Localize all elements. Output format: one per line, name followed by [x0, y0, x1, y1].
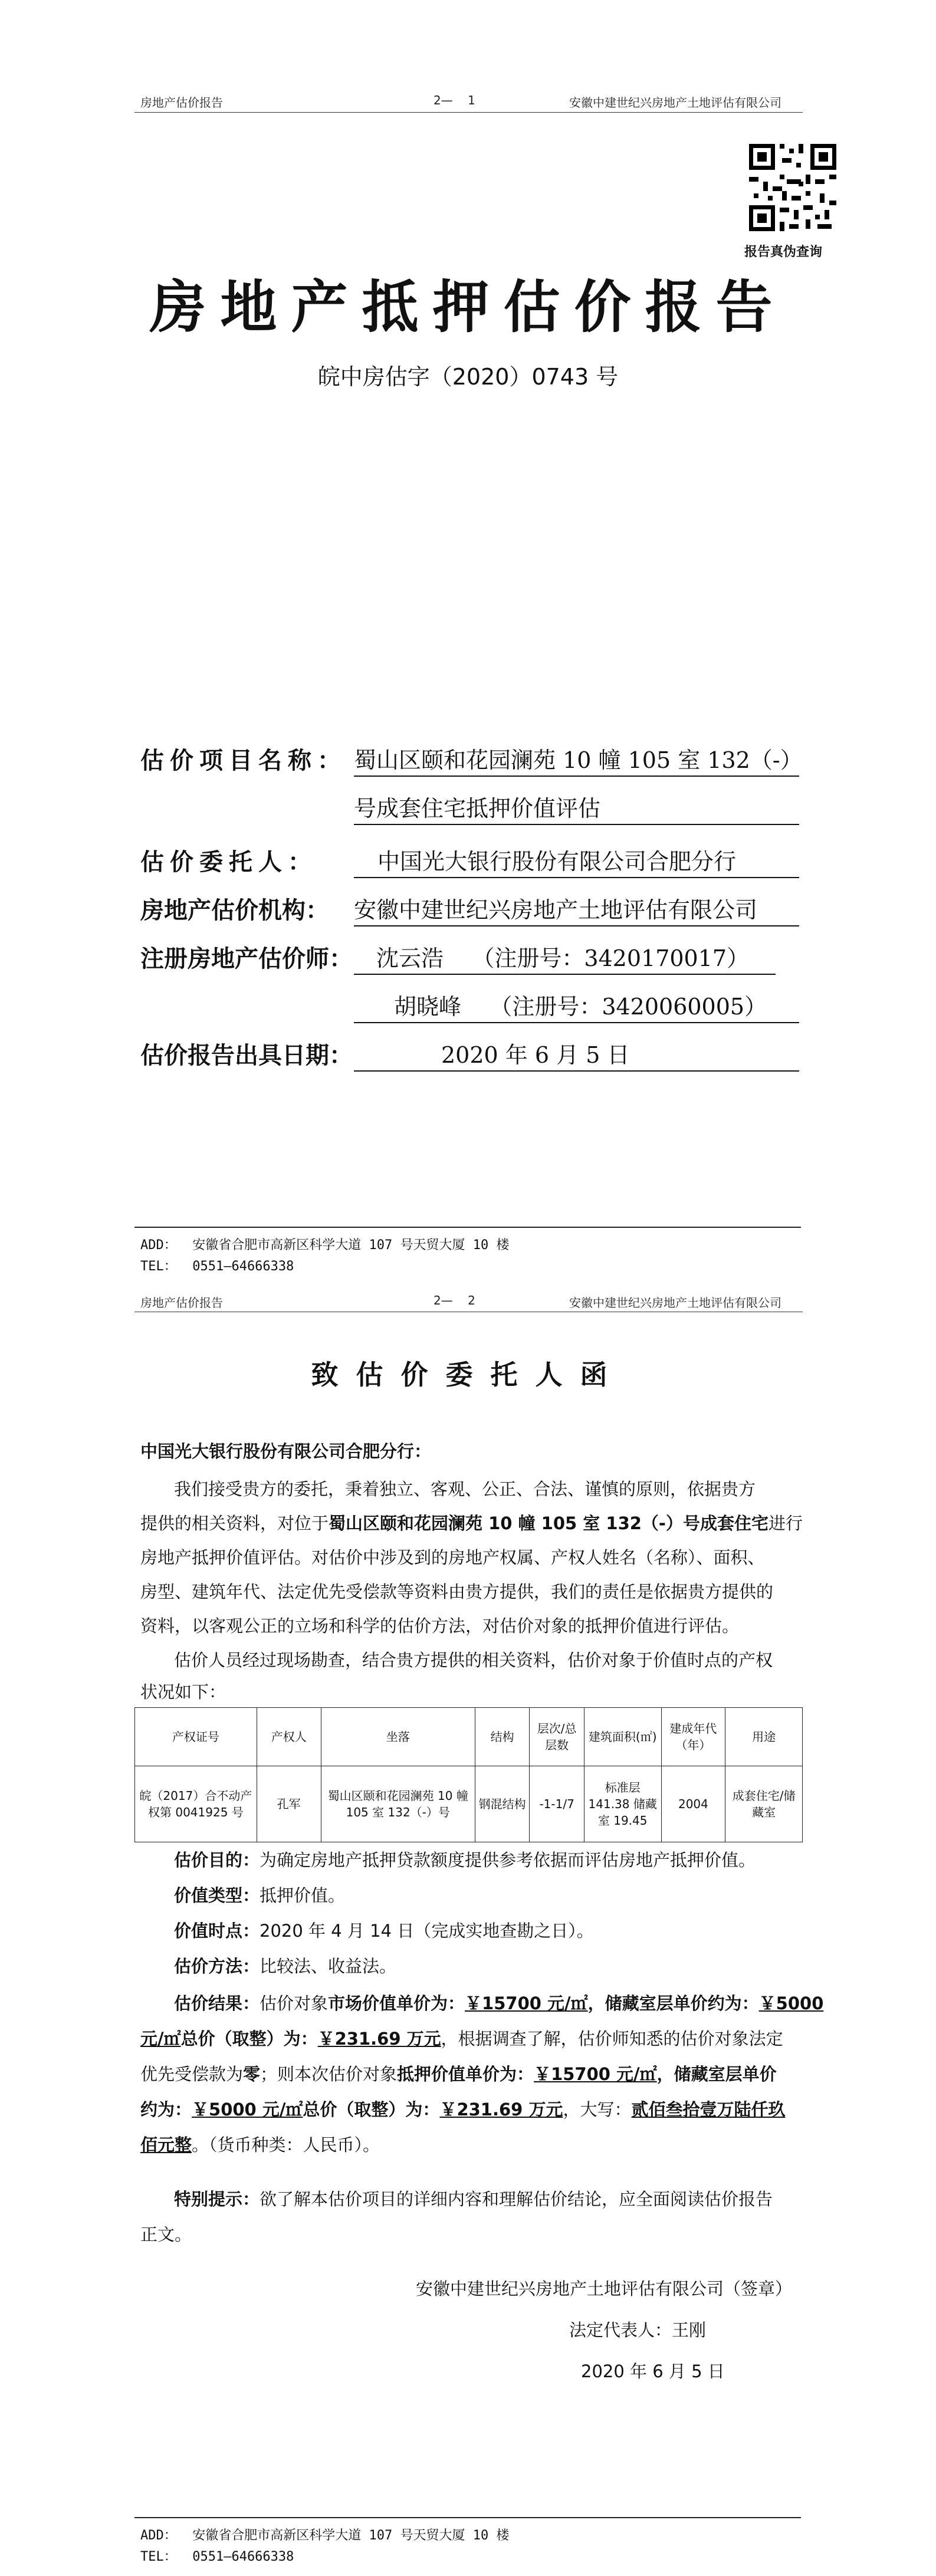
result-line2: 元/㎡总价（取整）为：￥231.69 万元，根据调查了解，估价师知悉的估价对象法定: [140, 2029, 783, 2049]
table-cell: 2004: [661, 1766, 725, 1842]
table-header: 产权证号: [135, 1708, 257, 1766]
document-number: 皖中房估字（2020）0743 号: [317, 364, 619, 390]
page-header-left: 房地产估价报告: [140, 96, 223, 110]
page-header-left: 房地产估价报告: [140, 1296, 223, 1310]
table-header: 坐落: [321, 1708, 475, 1766]
legal-representative: 法定代表人：王刚: [569, 2320, 707, 2340]
table-cell: 皖（2017）合不动产权第 0041925 号: [135, 1766, 257, 1842]
table-cell: -1-1/7: [530, 1766, 584, 1842]
page-header-right: 安徽中建世纪兴房地产土地评估有限公司: [569, 1296, 781, 1310]
special-tip-line1: 特别提示：欲了解本估价项目的详细内容和理解估价结论，应全面阅读估价报告: [174, 2189, 773, 2209]
header-divider: [134, 112, 803, 113]
project-name-label: 估价项目名称：: [140, 747, 347, 774]
para2-line2: 状况如下：: [140, 1682, 226, 1702]
table-header: 结构: [475, 1708, 530, 1766]
page-header-right: 安徽中建世纪兴房地产土地评估有限公司: [569, 96, 781, 110]
page-number: 2— 1: [433, 93, 475, 107]
purpose-line: 估价目的：为确定房地产抵押贷款额度提供参考依据而评估房地产抵押价值。: [174, 1850, 756, 1870]
signature-company: 安徽中建世纪兴房地产土地评估有限公司（签章）: [416, 2279, 793, 2299]
salutation: 中国光大银行股份有限公司合肥分行：: [140, 1441, 432, 1461]
footer-phone: TEL： 0551—64666338: [140, 1259, 294, 1274]
table-header: 建筑面积(㎡): [584, 1708, 661, 1766]
client-label: 估价委托人：: [140, 849, 317, 876]
page-number: 2— 2: [433, 1293, 475, 1307]
report-date-label: 估价报告出具日期：: [140, 1042, 353, 1069]
appraiser-label: 注册房地产估价师：: [140, 945, 353, 972]
table-header: 建成年代（年）: [661, 1708, 725, 1766]
footer-address: ADD： 安徽省合肥市高新区科学大道 107 号天贸大厦 10 楼: [140, 1238, 510, 1253]
project-name-value-line1: 蜀山区颐和花园澜苑 10 幢 105 室 132（-）: [354, 742, 799, 777]
para2-line1: 估价人员经过现场勘查，结合贵方提供的相关资料，估价对象于价值时点的产权: [174, 1650, 773, 1670]
report-date-value: 2020 年 6 月 5 日: [354, 1037, 799, 1072]
result-line4: 约为：￥5000 元/㎡总价（取整）为：￥231.69 万元，大写：贰佰叁拾壹万陆仟玖: [140, 2099, 786, 2120]
client-value: 中国光大银行股份有限公司合肥分行: [354, 843, 799, 878]
table-cell: 蜀山区颐和花园澜苑 10 幢 105 室 132（-）号: [321, 1766, 475, 1842]
table-row: [135, 1766, 803, 1842]
appraiser-1: 沈云浩 （注册号：3420170017）: [354, 940, 776, 975]
table-cell: 标准层 141.38 储藏室 19.45: [584, 1766, 661, 1842]
result-line3: 优先受偿款为零；则本次估价对象抵押价值单价为：￥15700 元/㎡，储藏室层单价: [140, 2064, 777, 2084]
result-line5: 佰元整。（货币种类：人民币）。: [140, 2135, 380, 2155]
para1-line1: 我们接受贵方的委托，秉着独立、客观、公正、合法、谨慎的原则，依据贵方: [174, 1479, 756, 1499]
result-line1: 估价结果：估价对象市场价值单价为：￥15700 元/㎡，储藏室层单价约为：￥5000: [174, 1993, 824, 2013]
agency-value: 安徽中建世纪兴房地产土地评估有限公司: [354, 892, 799, 926]
para1-line4: 房型、建筑年代、法定优先受偿款等资料由贵方提供，我们的责任是依据贵方提供的: [140, 1582, 774, 1602]
table-cell: 钢混结构: [475, 1766, 530, 1842]
property-rights-table: [134, 1707, 803, 1842]
special-tip-line2: 正文。: [140, 2225, 192, 2245]
report-title: 房地产抵押估价报告: [149, 274, 787, 340]
letter-title: 致估价委托人函: [311, 1359, 625, 1391]
project-name-value-line2: 号成套住宅抵押价值评估: [354, 790, 799, 825]
table-header: 层次/总层数: [530, 1708, 584, 1766]
para1-line5: 资料，以客观公正的立场和科学的估价方法，对估价对象的抵押价值进行评估。: [140, 1616, 740, 1636]
table-header-row: [135, 1708, 803, 1766]
table-header: 用途: [725, 1708, 803, 1766]
qr-code[interactable]: [747, 142, 839, 234]
table-header: 产权人: [257, 1708, 321, 1766]
table-cell: 成套住宅/储藏室: [725, 1766, 803, 1842]
value-type-line: 价值类型：抵押价值。: [174, 1885, 346, 1905]
method-line: 估价方法：比较法、收益法。: [174, 1956, 397, 1976]
table-cell: 孔军: [257, 1766, 321, 1842]
appraiser-2: 胡晓峰 （注册号：3420060005）: [354, 988, 799, 1023]
value-time-line: 价值时点：2020 年 4 月 14 日（完成实地查勘之日）。: [174, 1921, 594, 1941]
signature-date: 2020 年 6 月 5 日: [581, 2361, 725, 2381]
footer-address: ADD： 安徽省合肥市高新区科学大道 107 号天贸大厦 10 楼: [140, 2528, 510, 2543]
para1-line2: 提供的相关资料，对位于蜀山区颐和花园澜苑 10 幢 105 室 132（-）号成套住宅进行: [140, 1513, 803, 1533]
footer-divider: [134, 2517, 801, 2518]
footer-phone: TEL： 0551—64666338: [140, 2549, 294, 2564]
qr-caption: 报告真伪查询: [744, 245, 823, 259]
para1-line3: 房地产抵押价值评估。对估价中涉及到的房地产权属、产权人姓名（名称）、面积、: [140, 1547, 765, 1568]
agency-label: 房地产估价机构：: [140, 897, 329, 924]
footer-divider: [134, 1227, 801, 1228]
